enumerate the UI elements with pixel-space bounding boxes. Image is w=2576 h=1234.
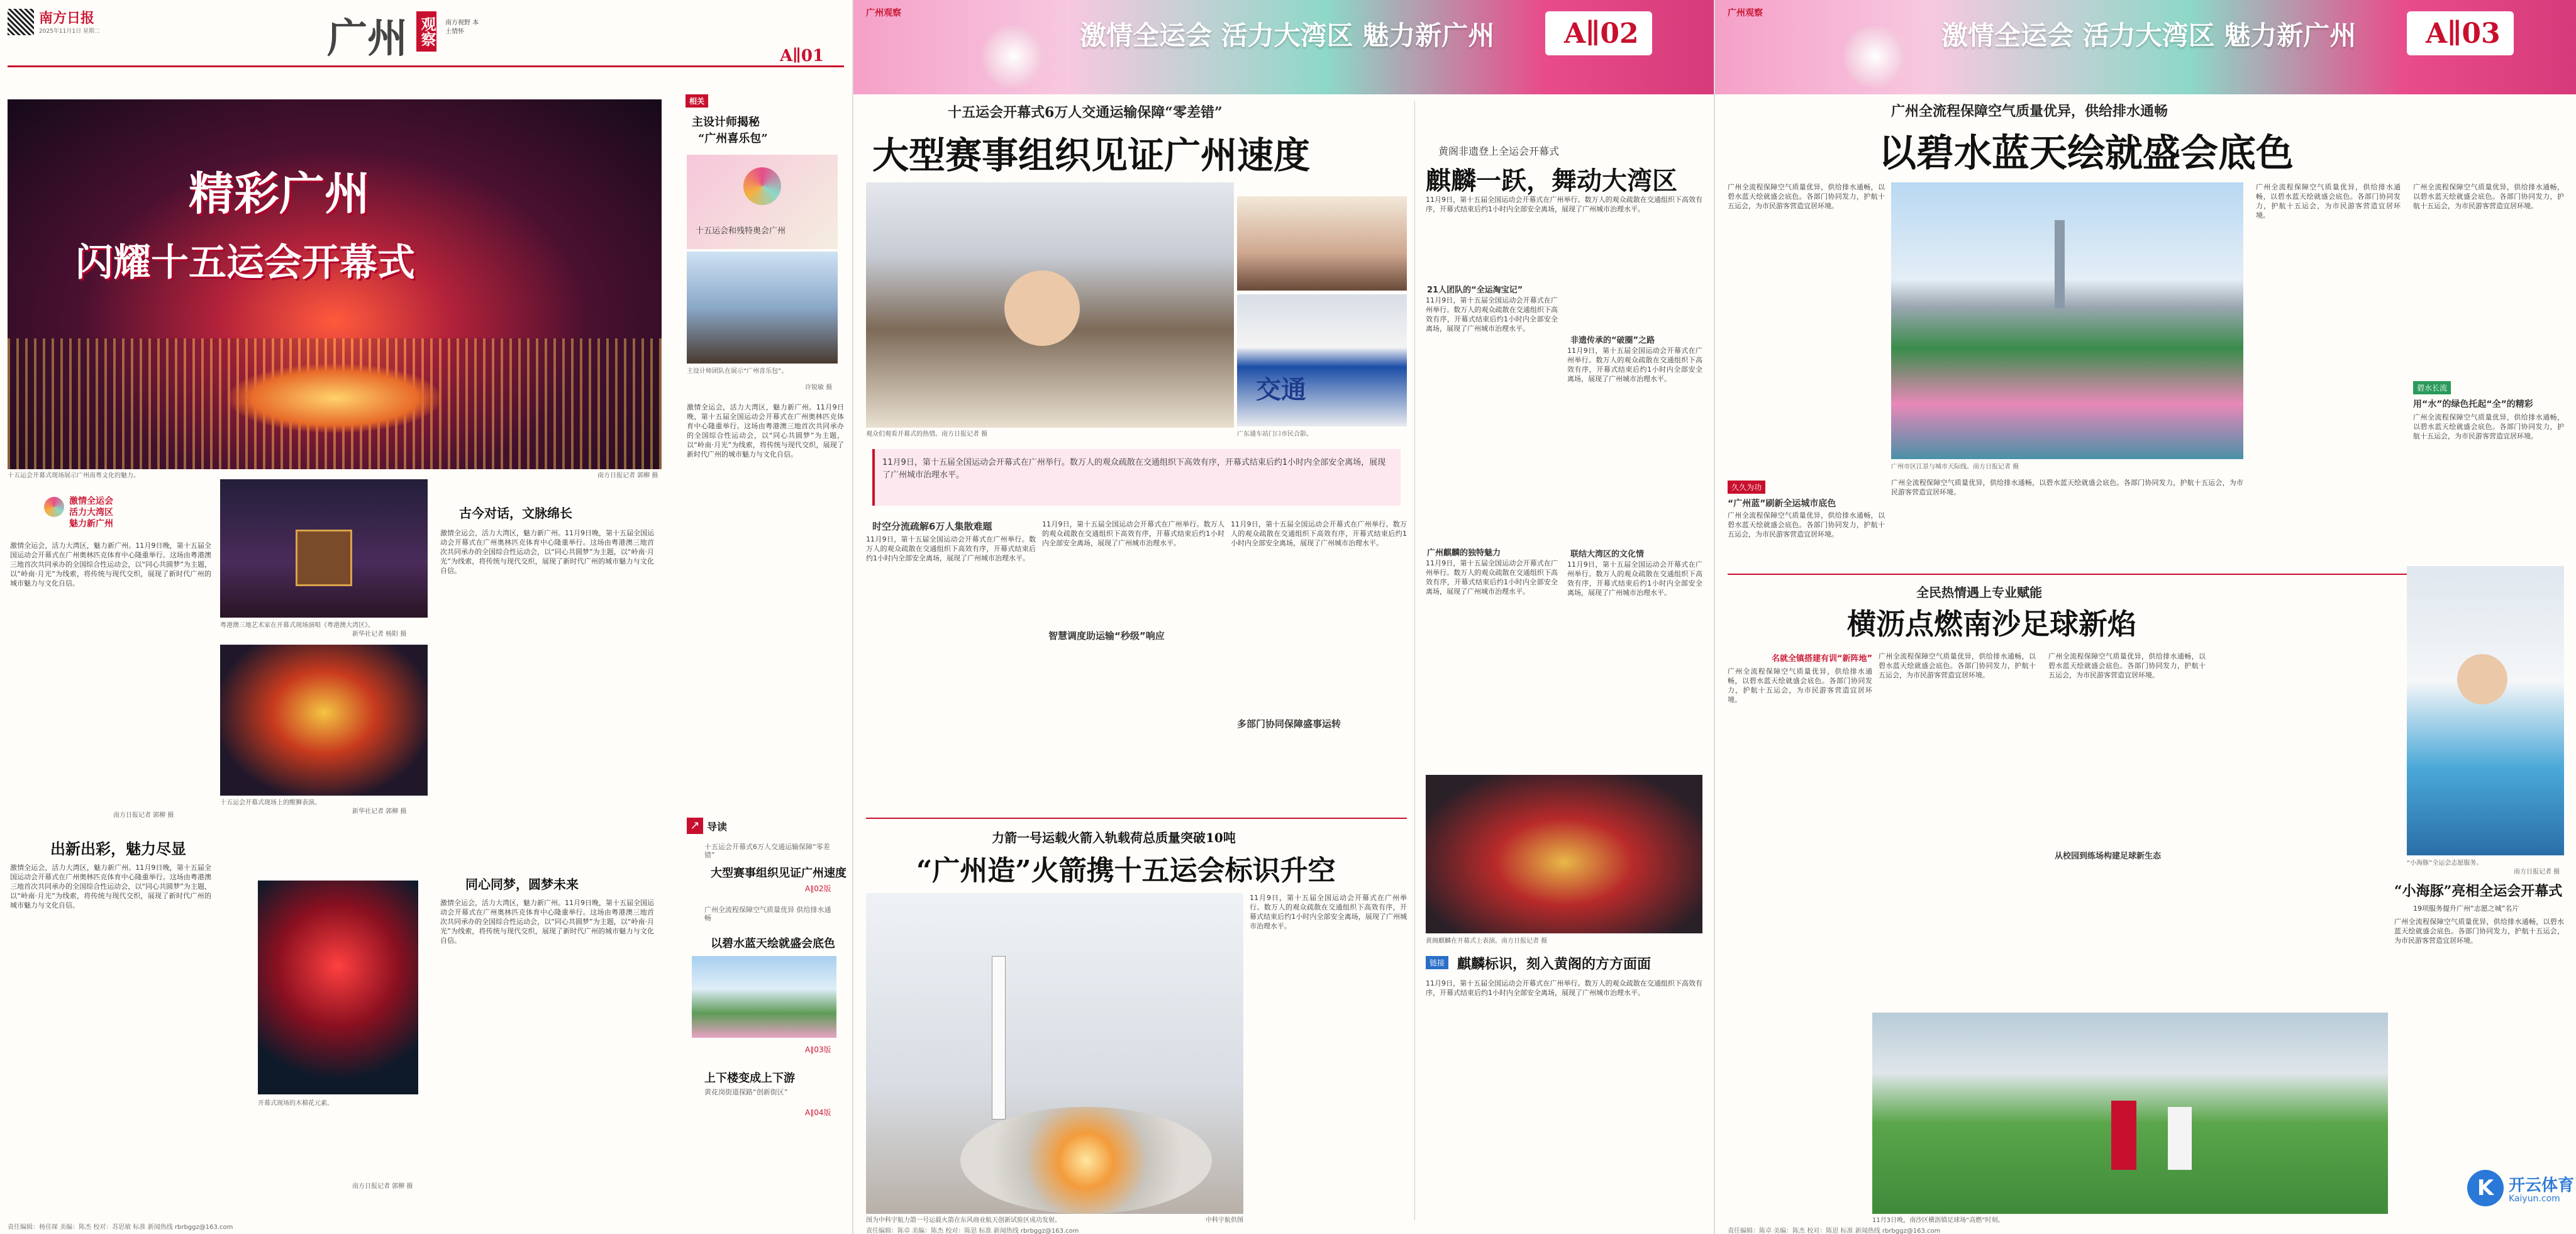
sub-3-text: 11月9日，第十五届全国运动会开幕式在广州举行。数万人的观众疏散在交通组织下高效有序，开幕式结束后约1小时内全部安全离场，展现了广州城市治理水平。 [1231,520,1407,547]
banner-text: 激情全运会 活力大湾区 魅力新广州 [1080,20,1495,51]
mascot-icon [979,25,1048,88]
football-kicker: 全民热情遇上专业赋能 [1916,585,2042,600]
related-caption: 主设计师团队在展示“广州喜乐包”。 [687,368,788,375]
photo3-credit: 新华社记者 郭柳 摄 [352,808,407,815]
football-sub: 名就全镇搭建有训“新阵地” [1772,654,1873,664]
right-sub-1: 21人团队的“全运淘宝记” [1427,286,1523,295]
guide-2-title[interactable]: 广州全流程保障空气质量优异 供给排水通畅 [704,906,831,922]
water-head: 用“水”的绿色托起“全”的精彩 [2413,399,2533,409]
sub-3: 多部门协同保障盛事运转 [1237,718,1341,730]
skyline-photo [1891,182,2243,459]
stage-photo-2 [220,479,428,618]
headline: 大型赛事组织见证广州速度 [872,134,1311,177]
mascot-text: 广州全流程保障空气质量优异，供给排水通畅，以碧水蓝天绘就盛会底色。各部门协同发力，护航十五运会，为市民游客营造宜居环境。 [2394,918,2564,945]
kapok-photo [258,881,418,1094]
right-text-1: 广州全流程保障空气质量优异，供给排水通畅，以碧水蓝天绘就盛会底色。各部门协同发力，护航十五运会，为市民游客营造宜居环境。 [2256,183,2401,220]
masthead-rule [8,65,844,67]
page-a02 [852,0,1714,1234]
mascot-photo [2407,566,2564,855]
kicker: 十五运会开幕式6万人交通运输保障“零差错” [948,104,1223,121]
player-red [2111,1101,2136,1170]
related-title-1: 主设计师揭秘 [692,116,760,129]
section-tag: 观察 [416,11,436,52]
mascot-caption: “小海豚”全运会志愿服务。 [2407,860,2483,867]
mascot-headline: “小海豚”亮相全运会开幕式 [2394,883,2563,899]
photo3-caption: 十五运会开幕式现场上的醒狮表演。 [220,799,321,806]
section-a-heading: 出新出彩，魅力尽显 [50,840,186,858]
section-sub: 南方视野 本土情怀 [445,19,479,35]
rocket-credit: 中科宇航供图 [1206,1217,1243,1224]
guide-1-page[interactable]: A∥02版 [805,884,831,893]
section-b-heading: 同心同梦，圆梦未来 [465,877,579,892]
guide-1-big[interactable]: 大型赛事组织见证广州速度 [711,867,847,880]
water-tag: 碧水长流 [2413,381,2451,394]
related-promo-caption: 十五运会和残特奥会广州 [696,226,786,236]
right-sub-3: 广州麒麟的独特魅力 [1427,548,1501,558]
guide-arrow-icon: ↗ [687,818,703,834]
volunteer [2457,654,2507,704]
sidebar-text: 广州全流程保障空气质量优异，供给排水通畅，以碧水蓝天绘就盛会底色。各部门协同发力，护航十五运会，为市民游客营造宜居环境。 [1728,511,1885,538]
intro-text: 激情全运会，活力大湾区，魅力新广州。11月9日晚，第十五届全国运动会开幕式在广州奥林匹克体育中心隆重举行。这场由粤港澳三地首次共同承办的全国综合性运动会，以“同心共圆梦”为主题，以“岭南·月光”为线索，将传统与现代交织，展现了新时代广州的城市魅力与文化自信。 [10,542,211,587]
qr-code-icon [8,9,34,35]
crowd-photo [866,182,1234,428]
sub-1: 时空分流疏解6万人集散难题 [872,521,992,532]
football-text-1: 广州全流程保障空气质量优异，供给排水通畅，以碧水蓝天绘就盛会底色。各部门协同发力，护航十五运会，为市民游客营造宜居环境。 [1728,667,1872,704]
sidebar-tag: 久久为功 [1728,481,1765,494]
column-divider [1414,101,1415,1220]
page-number: A∥02 [1564,18,1639,50]
date-line: 2025年11月1日 星期二 [39,28,100,35]
games-logo-icon [44,497,64,517]
hero-credit: 南方日报记者 郭柳 摄 [597,472,658,479]
banner-logo: 广州观察 [1728,8,1763,18]
lion-dance-photo [220,645,428,796]
right-kicker: 黄阁非遗登上全运会开幕式 [1438,145,1560,157]
right-sub-4: 联结大湾区的文化情 [1570,550,1645,559]
guide-2-big[interactable]: 以碧水蓝天绘就盛会底色 [711,937,835,950]
football-photo [1872,1013,2388,1214]
selfie-photo [1237,196,1407,291]
logo-line-1: 激情全运会 [69,496,113,506]
footer-line: 责任编辑：陈卓 美编：陈杰 校对：陈思 标准 新闻热线 rbrbggz@163.com [1728,1228,1941,1234]
rocket-rule [866,818,1407,819]
intro-credit: 南方日报记者 郭柳 摄 [113,812,174,819]
banner-logo: 广州观察 [866,8,901,18]
intro-text: 广州全流程保障空气质量优异，供给排水通畅，以碧水蓝天绘就盛会底色。各部门协同发力，护航十五运会，为市民游客营造宜居环境。 [1728,183,1885,210]
photo4-caption: 开幕式现场的木棉花元素。 [258,1100,333,1107]
right-text-2: 广州全流程保障空气质量优异，供给排水通畅，以碧水蓝天绘就盛会底色。各部门协同发力，护航十五运会，为市民游客营造宜居环境。 [2413,183,2564,210]
banner [853,0,1714,94]
footer-line: 责任编辑：陈卓 美编：陈杰 校对：陈思 标准 新闻热线 rbrbggz@163.com [866,1228,1079,1234]
football-headline: 横沥点燃南沙足球新焰 [1847,607,2136,641]
masthead-logo: 南方日报 [39,10,95,26]
hero-title-1: 精彩广州 [189,167,370,220]
section-mid-text: 激情全运会，活力大湾区，魅力新广州。11月9日晚，第十五届全国运动会开幕式在广州奥林匹克体育中心隆重举行。这场由粤港澳三地首次共同承办的全国综合性运动会，以“同心共圆梦”为主题，以“岭南·月光”为线索，将传统与现代交织，展现了新时代广州的城市魅力与文化自信。 [440,529,654,575]
football-text-2: 广州全流程保障空气质量优异，供给排水通畅，以碧水蓝天绘就盛会底色。各部门协同发力，护航十五运会，为市民游客营造宜居环境。 [1879,652,2036,679]
football-text-3: 广州全流程保障空气质量优异，供给排水通畅，以碧水蓝天绘就盛会底色。各部门协同发力，护航十五运会，为市民游客营造宜居环境。 [2048,652,2206,679]
mascot-icon [1841,25,1910,88]
logo-line-2: 活力大湾区 [69,508,113,518]
games-emblem-icon [743,167,781,205]
lead-box: 11月9日，第十五届全国运动会开幕式在广州举行。数万人的观众疏散在交通组织下高效有序，开幕式结束后约1小时内全部安全离场，展现了广州城市治理水平。 [872,449,1401,506]
lower-text: 广州全流程保障空气质量优异，供给排水通畅，以碧水蓝天绘就盛会底色。各部门协同发力，护航十五运会，为市民游客营造宜居环境。 [1891,479,2243,496]
guide-3-title[interactable]: 上下楼变成上下游 [704,1072,795,1085]
tower [2055,220,2065,308]
rocket-text: 11月9日，第十五届全国运动会开幕式在广州举行。数万人的观众疏散在交通组织下高效有序，开幕式结束后约1小时内全部安全离场，展现了广州城市治理水平。 [1250,894,1407,930]
sidebar-head: “广州蓝”刷新全运城市底色 [1728,499,1836,509]
rocket-caption: 图为中科宇航力箭一号运载火箭在东风商业航天创新试验区成功发射。 [866,1217,1061,1224]
section-b-text: 激情全运会，活力大湾区，魅力新广州。11月9日晚，第十五届全国运动会开幕式在广州奥林匹克体育中心隆重举行。这场由粤港澳三地首次共同承办的全国综合性运动会，以“同心共圆梦”为主题，以“岭南·月光”为线索，将传统与现代交织，展现了新时代广州的城市魅力与文化自信。 [440,899,654,945]
related-photo [687,252,838,364]
right-intro: 11月9日，第十五届全国运动会开幕式在广州举行。数万人的观众疏散在交通组织下高效有序，开幕式结束后约1小时内全部安全离场，展现了广州城市治理水平。 [1426,196,1702,213]
photo2-credit: 新华社记者 杨阳 摄 [352,631,407,638]
banner [1715,0,2576,94]
related-tag: 相关 [686,94,708,108]
rocket-plume [960,1107,1212,1214]
rocket-headline: “广州造”火箭携十五运会标识升空 [916,855,1336,887]
headline: 以碧水蓝天绘就盛会底色 [1879,131,2294,175]
stage-glow [228,364,441,433]
page-a01 [0,0,852,1234]
guide-2-photo [692,956,836,1038]
sub-1-text: 11月9日，第十五届全国运动会开幕式在广州举行。数万人的观众疏散在交通组织下高效有序，开幕式结束后约1小时内全部安全离场，展现了广州城市治理水平。 [866,535,1036,562]
watermark-logo-icon: K [2467,1170,2504,1206]
rocket-kicker: 力箭一号运载火箭入轨载荷总质量突破10吨 [992,830,1236,845]
guide-2-page[interactable]: A∥03版 [805,1045,831,1054]
right-text-4: 11月9日，第十五届全国运动会开幕式在广州举行。数万人的观众疏散在交通组织下高效有序，开幕式结束后约1小时内全部安全离场，展现了广州城市治理水平。 [1567,560,1702,597]
photo1-caption: 观众们观看开幕式的热情。南方日报记者 摄 [866,431,988,438]
guide-3-big[interactable]: 黄花岗街道探路“创新街区” [704,1088,788,1096]
kicker: 广州全流程保障空气质量优异，供给排水通畅 [1891,103,2168,120]
right-bottom-head: 麒麟标识，刻入黄阁的方方面面 [1457,956,1652,972]
photo-caption: 广州市区江景与城市天际线。南方日报记者 摄 [1891,464,2019,470]
hero-caption: 十五运会开幕式现场展示广州南粤文化的魅力。 [8,472,140,479]
football-photo-caption: 11月3日晚，南沙区横沥镇足球场“高燃”时刻。 [1872,1217,2004,1224]
guide-1-title[interactable]: 十五运会开幕式6万人交通运输保障“零差错” [704,843,830,859]
page-number: A∥03 [2426,18,2501,50]
mascot-credit: 南方日报记者 摄 [2514,869,2560,875]
section-a-text: 激情全运会，活力大湾区，魅力新广州。11月9日晚，第十五届全国运动会开幕式在广州奥林匹克体育中心隆重举行。这场由粤港澳三地首次共同承办的全国综合性运动会，以“同心共圆梦”为主题，以“岭南·月光”为线索，将传统与现代交织，展现了新时代广州的城市魅力与文化自信。 [10,864,211,909]
sub-2-text: 11月9日，第十五届全国运动会开幕式在广州举行。数万人的观众疏散在交通组织下高效有序，开幕式结束后约1小时内全部安全离场，展现了广州城市治理水平。 [1042,520,1224,547]
bus-photo [1237,294,1407,426]
watermark-url: Kaiyun.com [2509,1194,2560,1204]
right-bottom-text: 11月9日，第十五届全国运动会开幕式在广州举行。数万人的观众疏散在交通组织下高效有序，开幕式结束后约1小时内全部安全离场，展现了广州城市治理水平。 [1426,979,1702,997]
photo2-caption: 粤港澳三地艺术家在开幕式现场演唱《粤港澳大湾区》。 [220,622,374,629]
right-sub-2: 非遗传承的“破圈”之路 [1570,336,1655,345]
water-text: 广州全流程保障空气质量优异，供给排水通畅，以碧水蓝天绘就盛会底色。各部门协同发力，护航十五运会，为市民游客营造宜居环境。 [2413,413,2564,440]
rocket-photo [866,893,1243,1214]
rocket-body [992,956,1006,1120]
right-photo-caption: 黄阁麒麟在开幕式上表演。南方日报记者 摄 [1426,938,1548,945]
guide-3-page[interactable]: A∥04版 [805,1108,831,1117]
page-number: A∥01 [780,47,824,65]
bus-label: 交通 [1256,375,1306,404]
mascot-sub: 19项服务提升广州“志愿之城”名片 [2413,904,2519,913]
hero-title-2: 闪耀十五运会开幕式 [75,241,415,285]
right-bottom-tag: 链接 [1426,956,1448,969]
right-text-1: 11月9日，第十五届全国运动会开幕式在广州举行。数万人的观众疏散在交通组织下高效有序，开幕式结束后约1小时内全部安全离场，展现了广州城市治理水平。 [1426,296,1558,333]
page-a03 [1714,0,2576,1234]
sub-2: 智慧调度助运输“秒级”响应 [1048,630,1165,642]
photo4-credit: 南方日报记者 郭柳 摄 [352,1183,413,1190]
related-text: 激情全运会，活力大湾区，魅力新广州。11月9日晚，第十五届全国运动会开幕式在广州奥林匹克体育中心隆重举行。这场由粤港澳三地首次共同承办的全国综合性运动会，以“同心共圆梦”为主题，以“岭南·月光”为线索，将传统与现代交织，展现了新时代广州的城市魅力与文化自信。 [687,403,844,459]
logo-line-3: 魅力新广州 [69,519,113,529]
section-title: 广州 [327,15,408,62]
related-credit: 许锐敏 摄 [805,384,833,391]
kylin-photo [1426,775,1702,933]
football-sub-2: 从校园到练场构建足球新生态 [2055,852,2162,861]
smiling-woman [1004,270,1080,346]
related-promo-box [687,155,838,249]
guide-tag: 导读 [707,821,728,833]
stage-prop [296,530,352,586]
right-text-3: 11月9日，第十五届全国运动会开幕式在广州举行。数万人的观众疏散在交通组织下高效有序，开幕式结束后约1小时内全部安全离场，展现了广州城市治理水平。 [1426,559,1558,596]
watermark-text: 开云体育 [2509,1176,2575,1195]
player-white [2168,1107,2192,1170]
photo2-caption: 广东通车站门口市民合影。 [1237,431,1313,438]
right-text-2: 11月9日，第十五届全国运动会开幕式在广州举行。数万人的观众疏散在交通组织下高效有序，开幕式结束后约1小时内全部安全离场，展现了广州城市治理水平。 [1567,347,1702,383]
section-mid-heading: 古今对话，文脉绵长 [459,506,572,521]
related-title-2: “广州喜乐包” [698,132,768,145]
banner-text: 激情全运会 活力大湾区 魅力新广州 [1941,20,2357,51]
right-headline: 麒麟一跃，舞动大湾区 [1426,166,1677,196]
footer-line: 责任编辑：杨佳琛 美编：陈杰 校对：苏思敏 标准 新闻热线 rbrbggz@163.com [8,1224,233,1231]
